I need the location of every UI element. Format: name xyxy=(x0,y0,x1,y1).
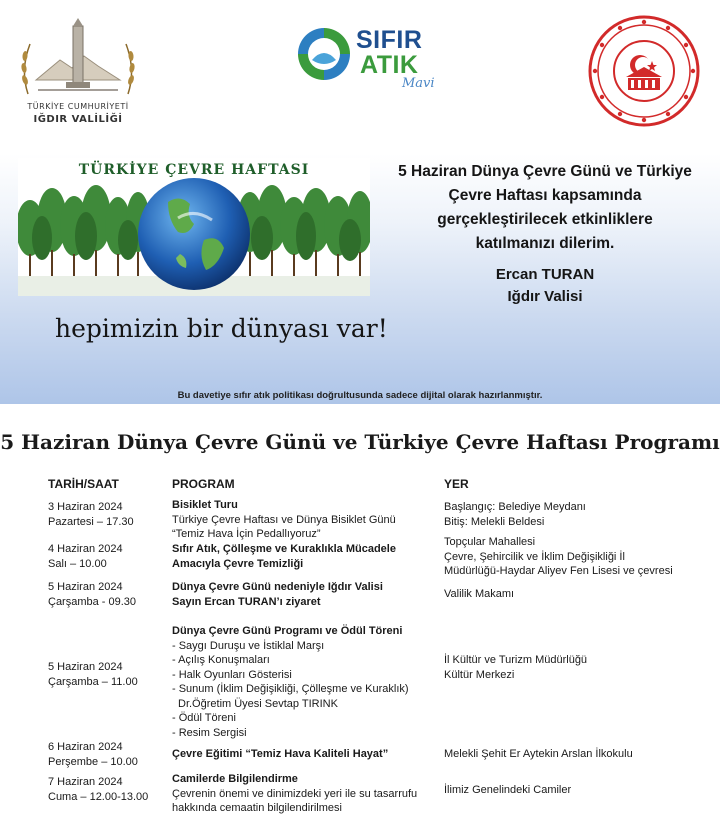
row-date xyxy=(48,775,168,804)
program-heading: Sıfır Atık, Çölleşme ve Kuraklıkla Mücadele xyxy=(172,543,396,555)
recycle-arrows-icon xyxy=(294,24,354,84)
program-title: 5 Haziran Dünya Çevre Günü ve Türkiye Çevre Haftası Programı xyxy=(0,430,720,454)
program-heading: Çevre Eğitimi “Temiz Hava Kaliteli Hayat” xyxy=(172,748,389,760)
row-program xyxy=(172,498,440,542)
column-header-place: YER xyxy=(444,477,469,491)
valilik-logo-line2: IĞDIR VALİLİĞİ xyxy=(33,114,123,125)
signer-name: Ercan TURAN xyxy=(495,266,595,283)
atik-word: ATIK xyxy=(360,51,419,79)
row-program xyxy=(172,542,440,571)
time-line: Salı – 10.00 xyxy=(48,557,107,570)
row-date xyxy=(48,580,168,609)
date-line: 5 Haziran 2024 xyxy=(48,661,123,673)
invitation-text xyxy=(384,160,706,256)
signer-title: Iğdır Valisi xyxy=(507,288,583,305)
place-line: Melekli Şehit Er Aytekin Arslan İlkokulu xyxy=(444,748,633,760)
row-date xyxy=(48,740,168,769)
place-line: Valilik Makamı xyxy=(444,588,515,600)
row-place xyxy=(444,653,712,682)
date-line: 4 Haziran 2024 xyxy=(48,543,123,555)
place-line: Müdürlüğü-Haydar Aliyev Fen Lisesi ve çevresi xyxy=(444,565,673,577)
mavi-word: Mavi xyxy=(402,76,435,91)
monument-emblem-icon xyxy=(16,10,140,102)
row-program xyxy=(172,580,440,609)
digital-invitation-note: Bu davetiye sıfır atık politikası doğrultusunda sadece dijital olarak hazırlanmıştır. xyxy=(177,390,543,401)
time-line: Perşembe – 10.00 xyxy=(48,755,138,768)
column-header-program: PROGRAM xyxy=(172,477,235,491)
program-item: - Resim Sergisi xyxy=(172,726,247,739)
valilik-logo-line1: TÜRKİYE CUMHURİYETİ xyxy=(27,102,129,111)
program-item: - Açılış Konuşmaları xyxy=(172,654,270,666)
row-date xyxy=(48,500,168,529)
date-line: 7 Haziran 2024 xyxy=(48,776,123,788)
program-heading: Amacıyla Çevre Temizliği xyxy=(172,557,304,570)
invitation-line: Çevre Haftası kapsamında xyxy=(448,187,642,204)
row-place xyxy=(444,535,712,579)
slogan: hepimizin bir dünyası var! xyxy=(55,314,388,343)
place-line: İlimiz Genelindeki Camiler xyxy=(444,784,572,796)
row-program xyxy=(172,624,440,740)
place-line: Topçular Mahallesi xyxy=(444,536,536,548)
program-heading: Sayın Ercan TURAN’ı ziyaret xyxy=(172,595,321,608)
place-line: Çevre, Şehircilik ve İklim Değişikliği İl xyxy=(444,550,625,563)
program-detail: Çevrenin önemi ve dinimizdeki yeri ile su tasarrufu xyxy=(172,787,418,800)
row-program xyxy=(172,747,440,762)
time-line: Çarşamba - 09.30 xyxy=(48,595,137,608)
program-item: Dr.Öğretim Üyesi Sevtap TIRINK xyxy=(178,697,338,710)
row-program xyxy=(172,772,440,816)
program-item: - Sunum (İklim Değişikliği, Çölleşme ve Kuraklık) xyxy=(172,683,409,695)
cevre-haftasi-banner xyxy=(18,158,370,296)
row-place xyxy=(444,587,712,602)
invitation-line: 5 Haziran Dünya Çevre Günü ve Türkiye xyxy=(398,163,692,180)
program-detail: Türkiye Çevre Haftası ve Dünya Bisiklet Günü xyxy=(172,513,396,526)
row-date xyxy=(48,660,168,689)
date-line: 5 Haziran 2024 xyxy=(48,581,123,593)
column-header-date: TARİH/SAAT xyxy=(48,477,119,491)
row-date xyxy=(48,542,168,571)
time-line: Çarşamba – 11.00 xyxy=(48,675,138,688)
invitation-line: gerçekleştirilecek etkinliklere xyxy=(437,211,653,228)
sifir-atik-logo xyxy=(294,20,434,100)
program-heading: Dünya Çevre Günü nedeniyle Iğdır Valisi xyxy=(172,581,383,593)
banner-title: TÜRKİYE ÇEVRE HAFTASI xyxy=(78,162,310,178)
invitation-line: katılmanızı dilerim. xyxy=(475,235,615,252)
signature-block xyxy=(440,264,650,308)
globe-forest-icon xyxy=(18,158,370,296)
program-item: - Ödül Töreni xyxy=(172,712,236,724)
time-line: Pazartesi – 17.30 xyxy=(48,515,134,528)
program-heading: Dünya Çevre Günü Programı ve Ödül Töreni xyxy=(172,625,403,637)
program-detail: hakkında cemaatin bilgilendirilmesi xyxy=(172,802,342,814)
date-line: 6 Haziran 2024 xyxy=(48,741,123,753)
place-line: Başlangıç: Belediye Meydanı xyxy=(444,501,586,513)
program-item: - Saygı Duruşu ve İstiklal Marşı xyxy=(172,639,325,652)
place-line: Bitiş: Melekli Beldesi xyxy=(444,515,545,528)
row-place xyxy=(444,783,712,798)
place-line: İl Kültür ve Turizm Müdürlüğü xyxy=(444,654,588,666)
valilik-logo xyxy=(16,10,140,132)
invitation-card xyxy=(0,0,720,404)
time-line: Cuma – 12.00-13.00 xyxy=(48,790,149,803)
ministry-seal-icon xyxy=(588,15,700,127)
sifir-word: SIFIR xyxy=(356,26,423,54)
row-place xyxy=(444,500,712,529)
program-detail: “Temiz Hava İçin Pedallıyoruz” xyxy=(172,528,321,540)
program-heading: Bisiklet Turu xyxy=(172,499,238,511)
date-line: 3 Haziran 2024 xyxy=(48,501,123,513)
program-item: - Halk Oyunları Gösterisi xyxy=(172,668,292,681)
program-heading: Camilerde Bilgilendirme xyxy=(172,773,298,785)
row-place xyxy=(444,747,712,762)
place-line: Kültür Merkezi xyxy=(444,668,515,681)
